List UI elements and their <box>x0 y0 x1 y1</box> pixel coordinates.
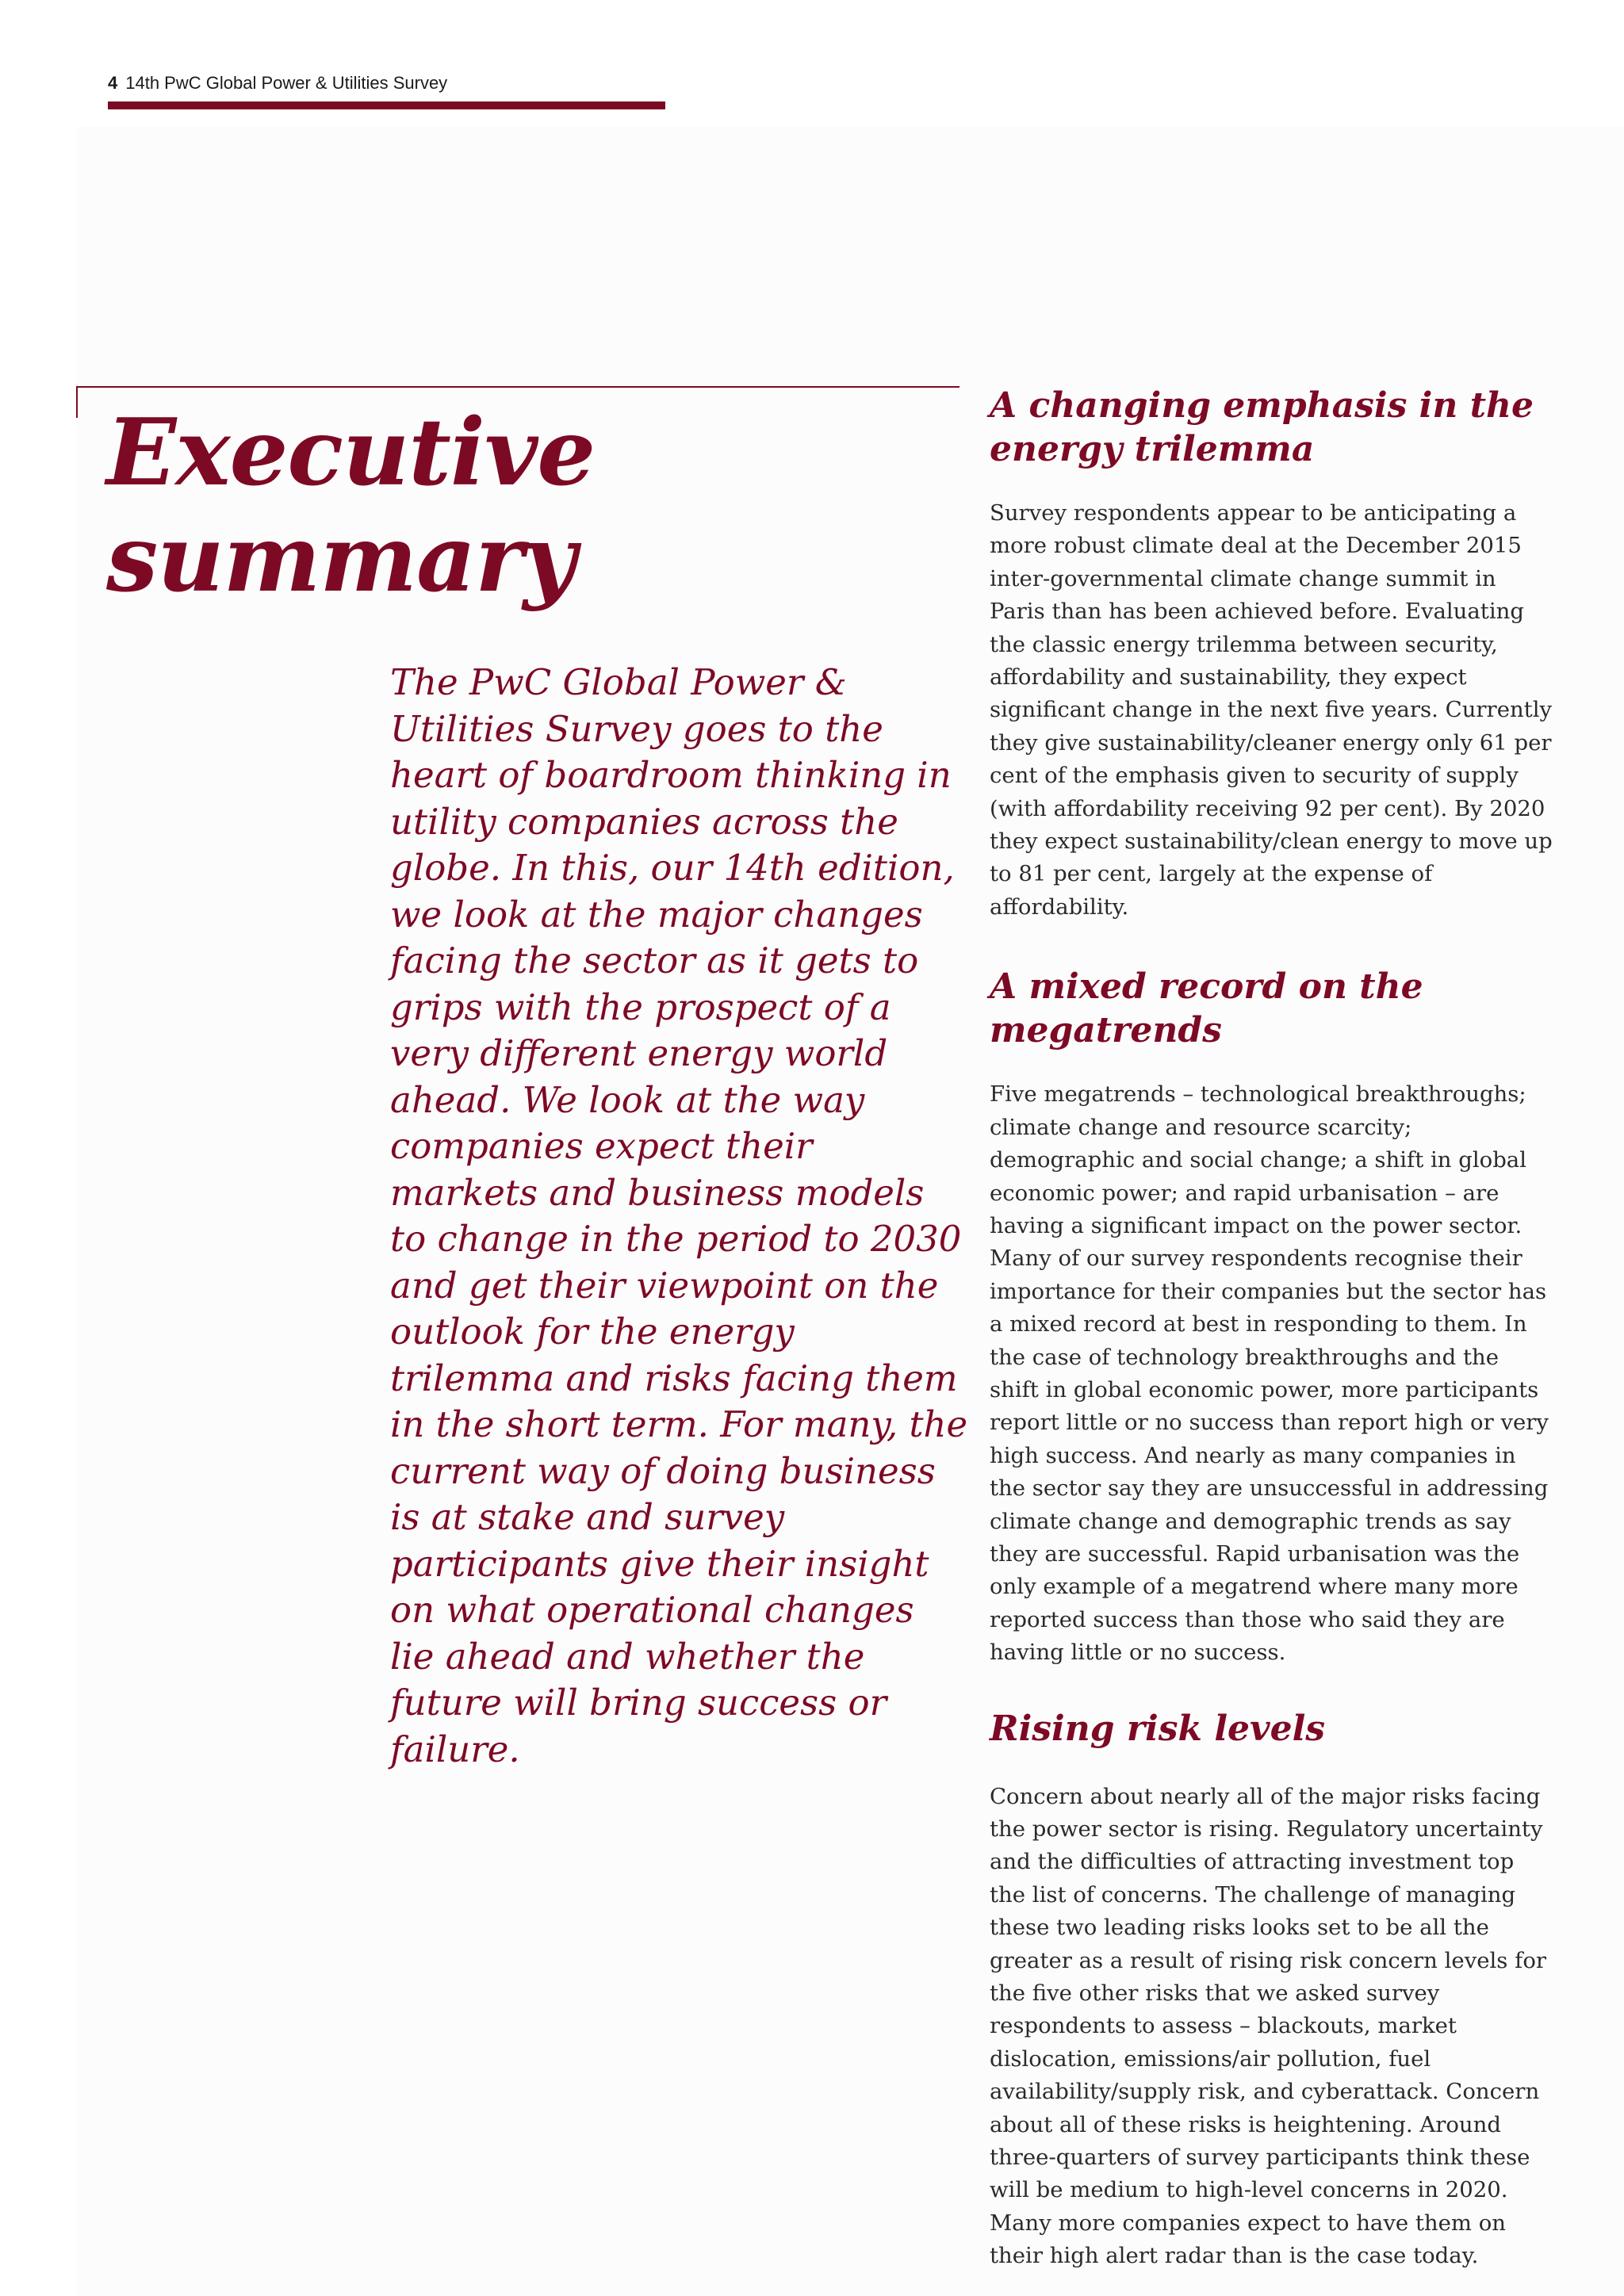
header-rule <box>108 101 665 109</box>
running-header <box>108 73 447 94</box>
intro-paragraph: The PwC Global Power & Utilities Survey goes to the heart of boardroom thinking in utility companies across the globe. In this, our 14th edition, we look at the major changes facing the sector as it gets to grips with the prospect of a very different energy world ahead. We look at the way companies expect their markets and business models to change in the period to 2030 and get their viewpoint on the outlook for the energy trilemma and risks facing them in the short term. For many, the current way of doing business is at stake and survey participants give their insight on what operational changes lie ahead and whether the future will bring success or failure. <box>390 661 968 1770</box>
page-title-line-1: Executive <box>106 399 596 507</box>
section-heading-trilemma: A changing emphasis in the energy trilemma <box>990 385 1534 469</box>
section-body-megatrends: Five megatrends – technological breakthroughs; climate change and resource scarcity; demographic and social change; a shift in global economic power; and rapid urbanisation – are having a significant impact on the power sector. Many of our survey respondents recognise their importance for their companies but the sector has a mixed record at best in responding to them. In the case of technology breakthroughs and the shift in global economic power, more participants report little or no success than report high or very high success. And nearly as many companies in the sector say they are unsuccessful in addressing climate change and demographic trends as say they are successful. Rapid urbanisation was the only example of a megatrend where many more reported success than those who said they are having little or no success. <box>990 1081 1549 1666</box>
page-number: 4 <box>108 73 118 93</box>
title-rule-horizontal <box>76 386 959 388</box>
right-column <box>990 384 1554 2273</box>
page-title <box>106 400 595 612</box>
section-body-risk: Concern about nearly all of the major risks facing the power sector is rising. Regulatory uncertainty and the difficulties of attracting investment top the list of concerns. The challenge of managing these two leading risks looks set to be all the greater as a result of rising risk concern levels for the five other risks that we asked survey respondents to assess – blackouts, market dislocation, emissions/air pollution, fuel availability/supply risk, and cyberattack. Concern about all of these risks is heightening. Around three-quarters of survey participants think these will be medium to high-level concerns in 2020. Many more companies expect to have them on their high alert radar than is the case today. <box>990 1783 1547 2269</box>
section-body-trilemma: Survey respondents appear to be anticipating a more robust climate deal at the December 2015 inter-governmental climate change summit in Paris than has been achieved before. Evaluating the classic energy trilemma between security, affordability and sustainability, they expect significant change in the next five years. Currently they give sustainability/cleaner energy only 61 per cent of the emphasis given to security of supply (with affordability receiving 92 per cent). By 2020 they expect sustainability/clean energy to move up to 81 per cent, largely at the expense of affordability. <box>990 500 1553 920</box>
running-title: 14th PwC Global Power & Utilities Survey <box>125 73 448 93</box>
title-rule-vertical <box>76 386 78 418</box>
section-heading-megatrends: A mixed record on the megatrends <box>990 966 1423 1051</box>
section-heading-risk: Rising risk levels <box>990 1708 1326 1749</box>
page-title-line-2: summary <box>106 505 576 613</box>
